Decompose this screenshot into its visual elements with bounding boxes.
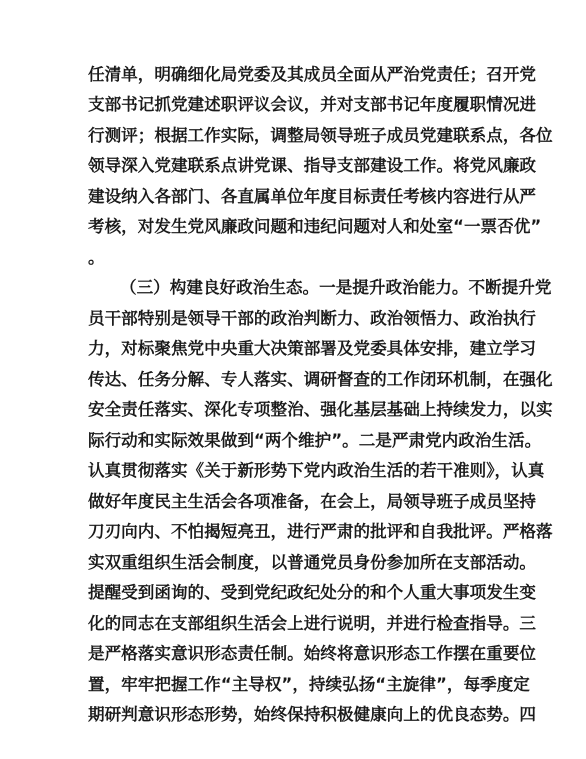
text-line-11: 传达、任务分解、专人落实、调研督查的工作闭环机制，在强化 <box>88 370 553 389</box>
text-line-14: 认真贯彻落实《关于新形势下党内政治生活的若干准则》，认真 <box>88 461 545 480</box>
text-line-12: 安全责任落实、深化专项整治、强化基层基础上持续发力，以实 <box>88 400 553 419</box>
text-line-16: 刀刃向内、不怕揭短亮丑，进行严肃的批评和自我批评。严格落 <box>88 522 553 541</box>
text-line-19: 化的同志在支部组织生活会上进行说明，并进行检查指导。三 <box>88 614 537 633</box>
text-line-22: 期研判意识形态形势，始终保持积极健康向上的优良态势。四 <box>88 705 537 724</box>
text-line-20: 是严格落实意识形态责任制。始终将意识形态工作摆在重要位 <box>88 644 537 663</box>
section-heading-line: （三）构建良好政治生态。一是提升政治能力。不断提升党 <box>120 278 552 297</box>
text-line-15: 做好年度民主生活会各项准备，在会上，局领导班子成员坚持 <box>88 492 537 511</box>
text-line-7: 。 <box>88 248 105 267</box>
text-line-18: 提醒受到函询的、受到党纪政纪处分的和个人重大事项发生变 <box>88 583 537 602</box>
text-line-2: 支部书记抓党建述职评议会议，并对支部书记年度履职情况进 <box>88 95 537 114</box>
text-line-3: 行测评；根据工作实际，调整局领导班子成员党建联系点，各位 <box>88 126 553 145</box>
text-line-9: 员干部特别是领导干部的政治判断力、政治领悟力、政治执行 <box>88 309 537 328</box>
text-line-1: 任清单，明确细化局党委及其成员全面从严治党责任；召开党 <box>88 65 537 84</box>
text-line-10: 力，对标聚焦党中央重大决策部署及党委具体安排，建立学习 <box>88 339 537 358</box>
text-line-13: 际行动和实际效果做到“两个维护”。二是严肃党内政治生活。 <box>88 431 542 450</box>
text-line-6: 考核，对发生党风廉政问题和违纪问题对人和处室“一票否优” <box>88 217 542 236</box>
text-line-4: 领导深入党建联系点讲党课、指导支部建设工作。将党风廉政 <box>88 156 537 175</box>
text-line-21: 置，牢牢把握工作“主导权”，持续弘扬“主旋律”，每季度定 <box>88 675 530 694</box>
text-line-5: 建设纳入各部门、各直属单位年度目标责任考核内容进行从严 <box>88 187 537 206</box>
text-line-17: 实双重组织生活会制度，以普通党员身份参加所在支部活动。 <box>88 553 537 572</box>
